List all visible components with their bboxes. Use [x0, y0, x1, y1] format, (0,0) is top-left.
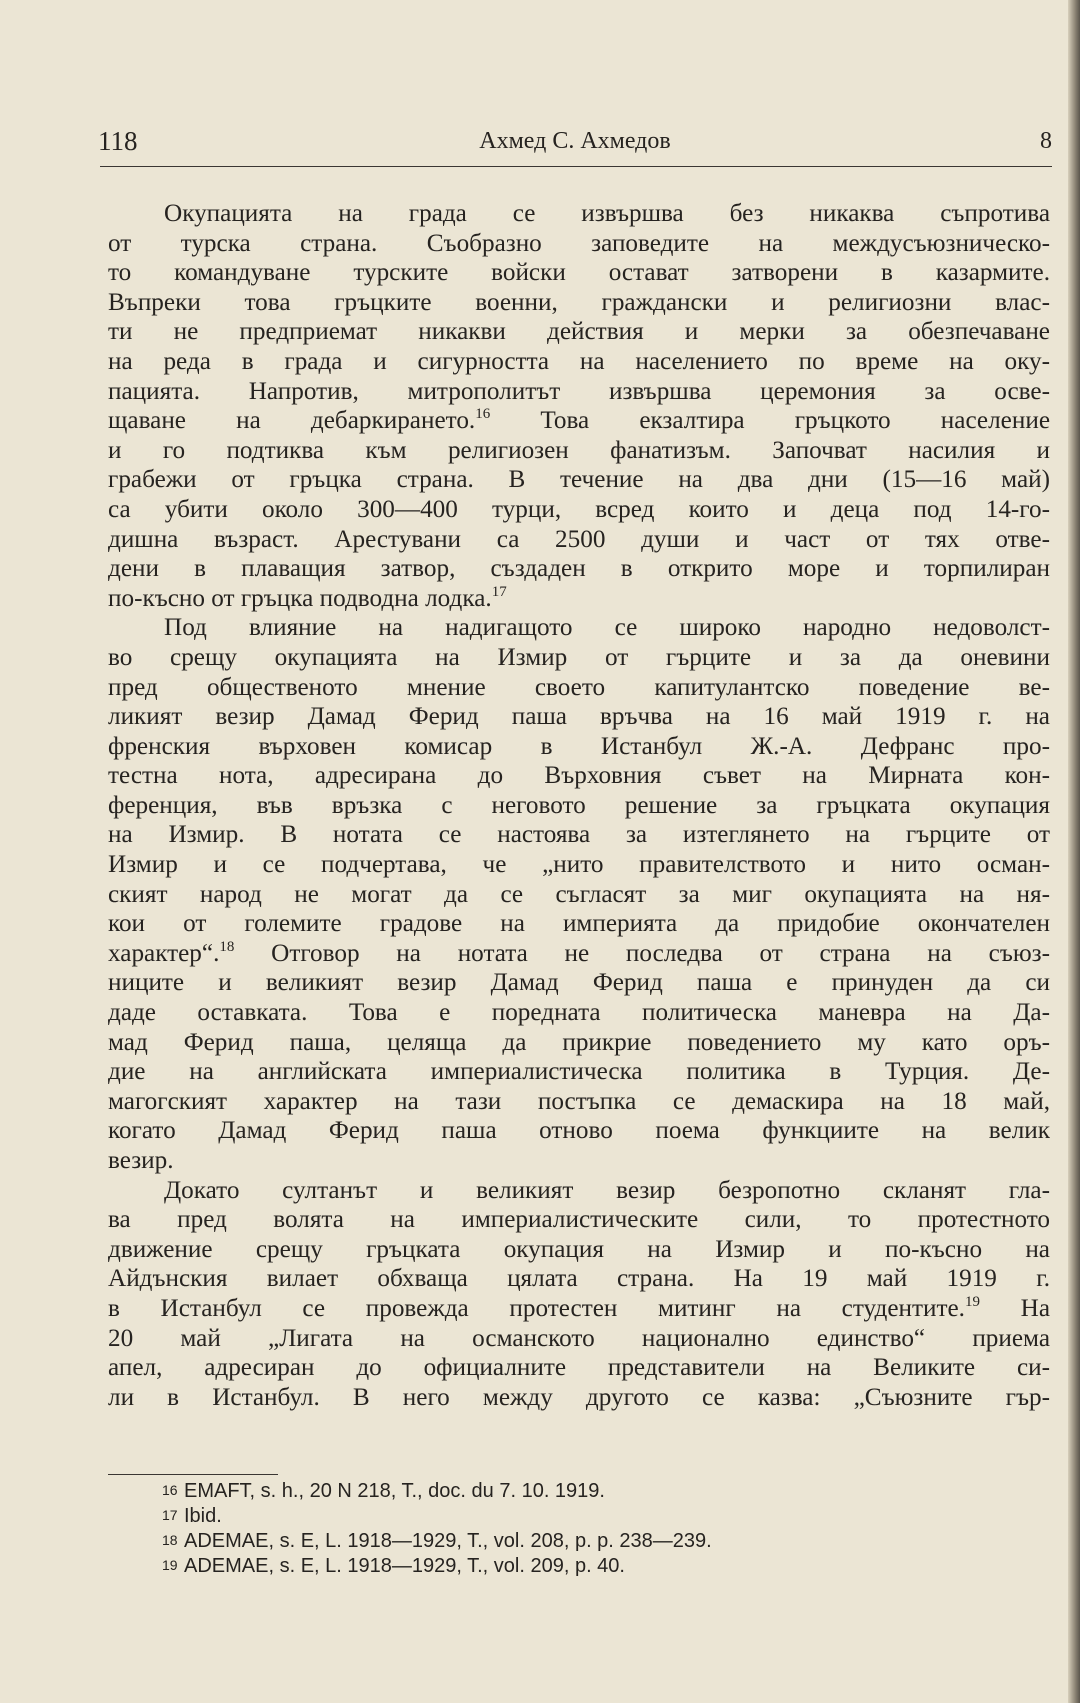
footnote-text: ADEMAE, s. E, L. 1918—1929, T., vol. 209, p. 40. [184, 1555, 625, 1577]
footnotes [162, 1478, 982, 1578]
text-line: грабежи от гръцка страна. В течение на два дни (15—16 май) [108, 466, 1050, 494]
footnote-rule [108, 1474, 278, 1475]
footnote-text: EMAFT, s. h., 20 N 218, T., doc. du 7. 10. 1919. [184, 1480, 605, 1502]
text-line: дени в плаващия затвор, създаден в открито море и торпилиран [108, 555, 1050, 583]
text-line: магогският характер на тази постъпка се демаскира на 18 май, [108, 1087, 1050, 1115]
text-line: дишна възраст. Арестувани са 2500 души и част от тях отве- [108, 525, 1050, 553]
text-line: ликият везир Дамад Ферид паша връчва на 16 май 1919 г. на [108, 703, 1050, 731]
footnote-text: ADEMAE, s. E, L. 1918—1929, T., vol. 208, p. p. 238—239. [184, 1530, 712, 1552]
footnote-ref: 18 [219, 938, 235, 955]
text-line: 20 май „Лигата на османското национално единство“ приема [108, 1324, 1050, 1352]
text-line: Измир и се подчертава, че „нито правителството и нито осман- [108, 851, 1050, 879]
footnote [162, 1478, 982, 1503]
text-line: то командуване турските войски остават затворени в казармите. [108, 259, 1050, 287]
text-line: ференция, във връзка с неговото решение за гръцката окупация [108, 791, 1050, 819]
page-edge [1068, 0, 1080, 1703]
text-line: когато Дамад Ферид паша отново поема функциите на велик [108, 1117, 1050, 1145]
text-line: апел, адресиран до официалните представители на Великите си- [108, 1354, 1050, 1382]
text-line: ският народ не могат да се съгласят за миг окупацията на ня- [108, 880, 1050, 908]
text-line: пацията. Напротив, митрополитът извършва церемония за осве- [108, 377, 1050, 405]
body-text [108, 199, 1050, 1412]
page-number: 118 [98, 126, 138, 156]
text-line: пред общественото мнение своето капитулантско поведение ве- [108, 673, 1050, 701]
text-line: кои от големите градове на империята да придобие окончателен [108, 910, 1050, 938]
text-line: Под влияние на надигащото се широко народно недоволст- [164, 614, 1050, 642]
text-line: ли в Истанбул. В него между другото се казва: „Съюзните гър- [108, 1383, 1050, 1411]
text-line: и го подтиква към религиозен фанатизъм. Започват насилия и [108, 436, 1050, 464]
chapter-number: 8 [1040, 128, 1052, 154]
text-line: френския върховен комисар в Истанбул Ж.-А. Дефранс про- [108, 732, 1050, 760]
footnote-number: 16 [162, 1482, 178, 1498]
page-header [98, 120, 1052, 164]
text-line: мад Ферид паша, целяща да прикрие поведението му като оръ- [108, 1028, 1050, 1056]
text-line: на реда в града и сигурността на населението по време на оку- [108, 347, 1050, 375]
text-line: во срещу окупацията на Измир от гърците и за да оневини [108, 643, 1050, 671]
footnote [162, 1503, 982, 1528]
text-line: Въпреки това гръцките военни, граждански и религиозни влас- [108, 288, 1050, 316]
text-line: движение срещу гръцката окупация на Измир и по-късно на [108, 1235, 1050, 1263]
text-line: ти не предприемат никакви действия и мерки за обезпечаване [108, 318, 1050, 346]
text-line: даде оставката. Това е поредната политическа маневра на Да- [108, 999, 1050, 1027]
text-line: характер“.$^{18}$ Отговор на нотата не последва от страна на съюз- [108, 938, 1050, 967]
text-line: везир. [108, 1147, 174, 1174]
text-line: са убити около 300—400 турци, всред които и деца под 14-го- [108, 495, 1050, 523]
text-line: ва пред волята на империалистическите сили, то протестното [108, 1206, 1050, 1234]
footnote-ref: 17 [491, 583, 507, 600]
text-line: в Истанбул се провежда протестен митинг на студентите.$^{19}$ На [108, 1293, 1050, 1322]
footnote [162, 1528, 982, 1553]
running-title: Ахмед С. Ахмедов [479, 128, 671, 154]
footnote-number: 19 [162, 1557, 178, 1573]
text-line: щаване на дебаркирането.$^{16}$ Това екзалтира гръцкото население [108, 406, 1050, 435]
text-line: ниците и великият везир Дамад Ферид паша е принуден да си [108, 969, 1050, 997]
text-line: тестна нота, адресирана до Върховния съвет на Мирната кон- [108, 762, 1050, 790]
text-line: на Измир. В нотата се настоява за изтеглянето на гърците от [108, 821, 1050, 849]
text-line: дие на английската империалистическа политика в Турция. Де- [108, 1058, 1050, 1086]
text-line: Окупацията на града се извършва без никаква съпротива [164, 200, 1050, 227]
footnote-text: Ibid. [184, 1505, 222, 1527]
footnote-ref: 16 [475, 406, 491, 423]
header-rule [100, 166, 1052, 167]
footnote-number: 18 [162, 1532, 178, 1548]
text-line: от турска страна. Съобразно заповедите на междусъюзническо- [108, 229, 1050, 257]
text-line: Докато султанът и великият везир безропотно скланят гла- [164, 1176, 1050, 1204]
text-line: Айдънския вилает обхваща цялата страна. На 19 май 1919 г. [108, 1265, 1050, 1293]
footnote-ref: 19 [964, 1293, 980, 1310]
footnote [162, 1553, 982, 1578]
text-line: по-късно от гръцка подводна лодка.$^{17}$ [108, 583, 507, 612]
footnote-number: 17 [162, 1507, 178, 1523]
